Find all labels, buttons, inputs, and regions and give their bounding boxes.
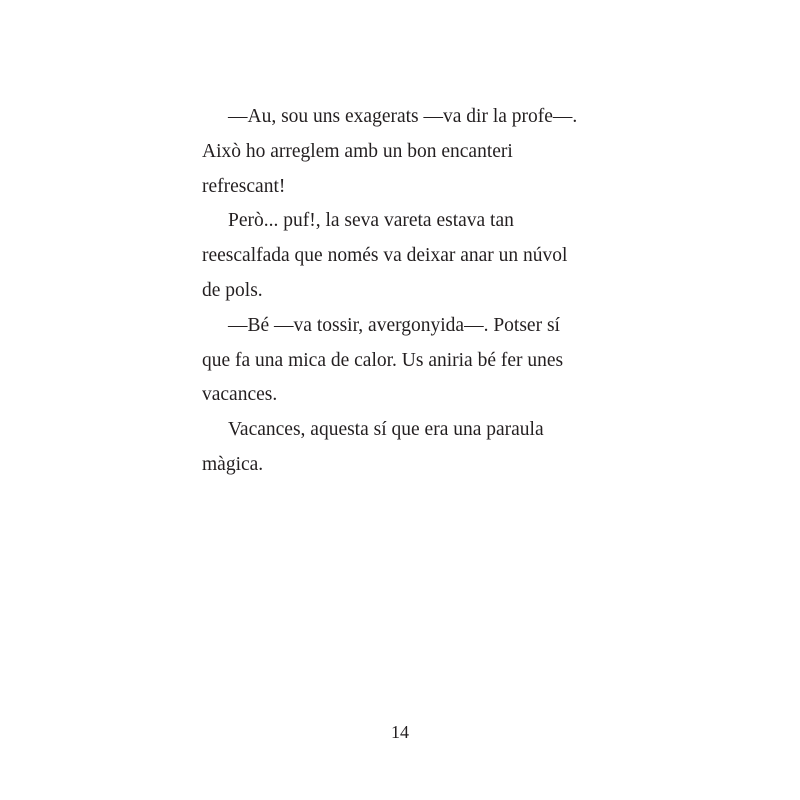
text-line: Vacances, aquesta sí que era una paraula [228,419,544,441]
text-line: màgica. [202,453,264,475]
text-line: —Au, sou uns exagerats —va dir la profe—. [228,106,578,127]
text-line: Però... puf!, la seva vareta estava tan [228,210,514,232]
text-line: Això ho arreglem amb un bon encanteri [202,140,513,162]
text-line: refrescant! [202,175,286,197]
text-line: —Bé —va tossir, avergonyida—. Potser sí [228,314,560,336]
text-line: reescalfada que només va deixar anar un núvol [202,245,568,267]
text-line: vacances. [202,384,278,406]
page-number: 14 [391,722,409,742]
text-line: de pols. [202,279,263,301]
body-text [202,100,602,483]
text-line: que fa una mica de calor. Us aniria bé fer unes [202,349,564,371]
